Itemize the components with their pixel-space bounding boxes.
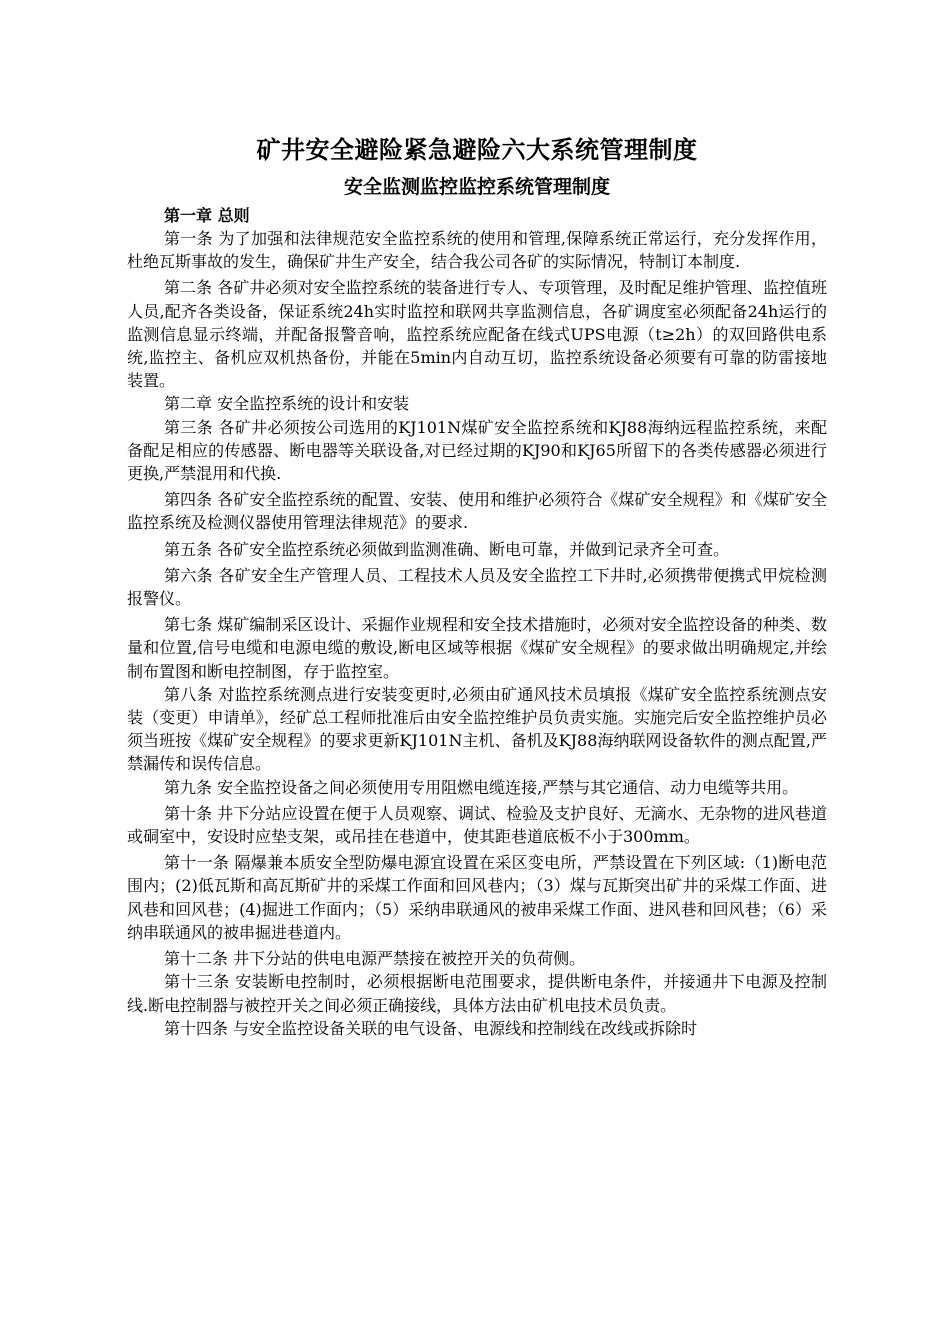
article-13: 第十三条 安装断电控制时，必须根据断电范围要求，提供断电条件，并接通井下电源及控制线.断电控制器与被控开关之间必须正确接线，具体方法由矿机电技术员负责。: [127, 972, 827, 1015]
article-4: 第四条 各矿安全监控系统的配置、安装、使用和维护必须符合《煤矿安全规程》和《煤矿安全监控系统及检测仪器使用管理法律规范》的要求.: [127, 490, 827, 533]
article-9: 第九条 安全监控设备之间必须使用专用阻燃电缆连接,严禁与其它通信、动力电缆等共用。: [164, 777, 799, 797]
article-14: 第十四条 与安全监控设备关联的电气设备、电源线和控制线在改线或拆除时: [164, 1018, 698, 1038]
article-6: 第六条 各矿安全生产管理人员、工程技术人员及安全监控工下井时,必须携带便携式甲烷检测报警仪。: [127, 565, 827, 609]
article-7: 第七条 煤矿编制采区设计、采掘作业规程和安全技术措施时，必须对安全监控设备的种类、数量和位置,信号电缆和电源电缆的敷设,断电区域等根据《煤矿安全规程》的要求做出明确规定,并绘制布置图和断电控制图，存于监控室。: [127, 615, 827, 681]
article-3: 第三条 各矿井必须按公司选用的KJ101N煤矿安全监控系统和KJ88海纳远程监控系统，来配备配足相应的传感器、断电器等关联设备,对已经过期的KJ90和KJ65所留下的各类传感器必须进行更换,严禁混用和代换.: [127, 417, 827, 484]
article-8: 第八条 对监控系统测点进行安装变更时,必须由矿通风技术员填报《煤矿安全监控系统测点安装（变更）申请单》，经矿总工程师批准后由安全监控维护员负责实施。实施完后安全监控维护员必须当班按《煤矿安全规程》的要求更新KJ101N主机、备机及KJ88海纳联网设备软件的测点配置,严禁漏传和误传信息。: [127, 684, 827, 774]
document-page: [127, 128, 827, 1040]
document-subtitle: 安全监测监控监控系统管理制度: [343, 176, 610, 198]
article-1: 第一条 为了加强和法律规范安全监控系统的使用和管理,保障系统正常运行，充分发挥作用，杜绝瓦斯事故的发生，确保矿井生产安全，结合我公司各矿的实际情况，特制订本制度.: [127, 229, 827, 272]
article-10: 第十条 井下分站应设置在便于人员观察、调试、检验及支护良好、无滴水、无杂物的进风巷道或硐室中，安设时应垫支架，或吊挂在巷道中，使其距巷道底板不小于300mm。: [127, 803, 827, 847]
article-11: 第十一条 隔爆兼本质安全型防爆电源宜设置在采区变电所，严禁设置在下列区域:（1)断电范围内；(2)低瓦斯和高瓦斯矿井的采煤工作面和回风巷内；（3）煤与瓦斯突出矿井的采煤工作面、进风巷和回风巷；(4)掘进工作面内；（5）采纳串联通风的被串采煤工作面、进风巷和回风巷；（6）采纳串联通风的被串掘进巷道内。: [127, 853, 827, 942]
article-5: 第五条 各矿安全监控系统必须做到监测准确、断电可靠，并做到记录齐全可查。: [164, 539, 730, 559]
document-body: [127, 227, 827, 1040]
article-2: 第二条 各矿井必须对安全监控系统的装备进行专人、专项管理，及时配足维护管理、监控值班人员,配齐各类设备，保证系统24h实时监控和联网共享监测信息，各矿调度室必须配备24h运行的监测信息显示终端，并配备报警音响，监控系统应配备在线式UPS电源（t≥2h）的双回路供电系统,监控主、备机应双机热备份，并能在5min内自动互切，监控系统设备必须要有可靠的防雷接地装置。: [127, 278, 827, 391]
chapter-heading-2: 第二章 安全监控系统的设计和安装: [164, 394, 410, 414]
chapter-heading-1: 第一章 总则: [164, 206, 250, 225]
article-12: 第十二条 井下分站的供电电源严禁接在被控开关的负荷侧。: [164, 949, 586, 969]
document-title: 矿井安全避险紧急避险六大系统管理制度: [256, 136, 698, 164]
